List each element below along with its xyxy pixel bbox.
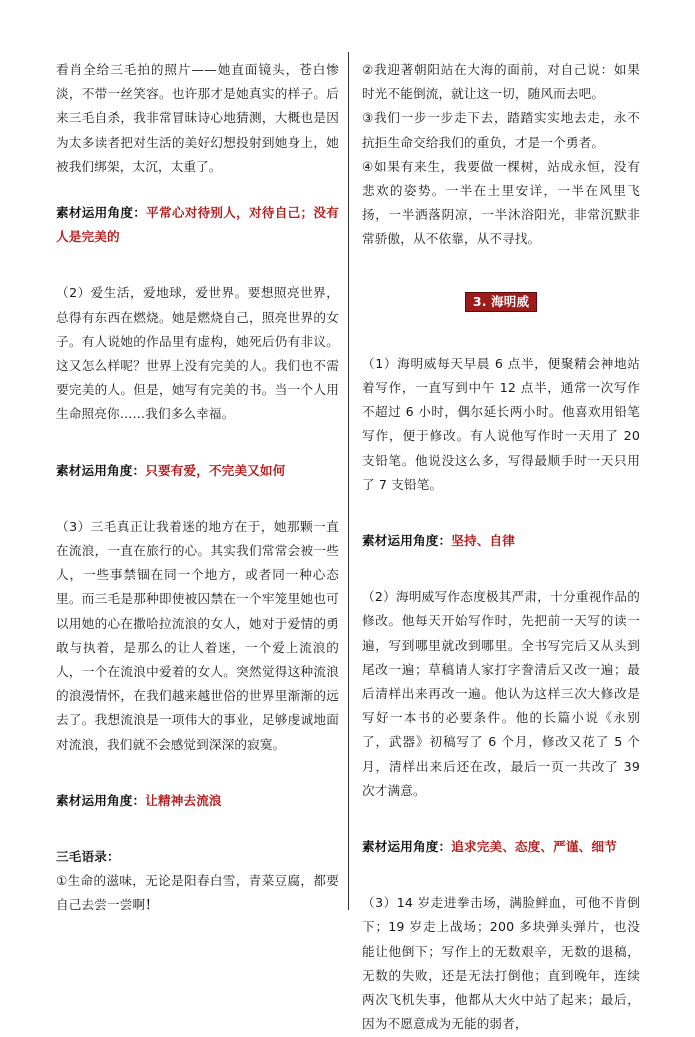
material-angle-1 <box>56 201 339 249</box>
material-angle-theme: 让精神去流浪 <box>145 792 222 808</box>
material-angle-theme: 平常心对待别人，对待自己；没有人是完美的 <box>56 205 339 245</box>
hemingway-paragraph-1: （1）海明威每天早晨 6 点半，便聚精会神地站着写作，一直写到中午 12 点半，通常一次写作不超过 6 小时，偶尔延长两小时。他喜欢用铅笔写作，便于修改。有人说他写作时一天用了 20 支铅笔。他说没这么多，写得最顺手时一天只用了 7 支铅笔。 <box>362 355 640 492</box>
material-angle-theme: 追求完美、态度、严谨、细节 <box>451 839 617 855</box>
quote-exclamation: ！ <box>145 897 158 913</box>
material-angle-4 <box>362 529 640 553</box>
right-column <box>362 58 640 1032</box>
sanmao-quote-4: ④如果有来生，我要做一棵树，站成永恒，没有悲欢的姿势。一半在土里安详，一半在风里飞扬，一半洒落阴凉，一半沐浴阳光，非常沉默非常骄傲，从不依靠，从不寻找。 <box>362 158 640 247</box>
material-angle-label: 素材运用角度： <box>362 839 452 855</box>
section-badge: 3. 海明威 <box>465 292 537 312</box>
sanmao-paragraph-2: （2）爱生活，爱地球，爱世界。要想照亮世界，总得有东西在燃烧。她是燃烧自己，照亮世界的女子。有人说她的作品里有虚构，她死后仍有非议。这又怎么样呢？世界上没有完美的人。我们也不需要完美的人。但是，她写有完美的书。当一个人用生命照亮你……我们多么幸福。 <box>56 285 339 422</box>
sanmao-paragraph-3: （3）三毛真正让我着迷的地方在于，她那颗一直在流浪，一直在旅行的心。其实我们常常会被一些人，一些事禁锢在同一个地方，或者同一种心态里。而三毛是那种即使被囚禁在一个牢笼里她也可以用她的心在撒哈拉流浪的女人，她对于爱情的勇敢与执着，是那么的让人着迷，一个爱上流浪的人，一个在流浪中爱着的女人。突然觉得这种流浪的浪漫情怀，在我们越来越世俗的世界里渐渐的远去了。我想流浪是一项伟大的事业，足够虔诚地面对流浪，我们就不会感觉到深深的寂寞。 <box>56 518 339 752</box>
material-angle-theme: 坚持、自律 <box>451 533 515 549</box>
material-angle-5 <box>362 835 640 859</box>
hemingway-paragraph-3: （3）14 岁走进拳击场，满脸鲜血，可他不肯倒下；19 岁走上战场；200 多块弹头弹片，也没能让他倒下；写作上的无数艰辛，无数的退稿，无数的失败，还是无法打倒他；直到晚年，连续两次飞机失事，他都从大火中站了起来；最后，因为不愿意成为无能的弱者， <box>362 895 640 1032</box>
material-angle-label: 素材运用角度： <box>362 533 452 549</box>
sanmao-photo-paragraph: 看肖全给三毛拍的照片——她直面镜头，苍白惨淡，不带一丝笑容。也许那才是她真实的样子。后来三毛自杀，我非常冒昧诗心地猜测，大概也是因为太多读者把对生活的美好幻想投射到她身上，她被我们绑架，太沉，太重了。 <box>56 62 339 174</box>
quote-text: ①生命的滋味，无论是阳春白雪，青菜豆腐，都要自己去尝一尝啊 <box>56 873 339 913</box>
material-angle-2 <box>56 459 339 483</box>
sanmao-quote-1 <box>56 869 339 917</box>
material-angle-label: 素材运用角度： <box>56 205 147 221</box>
sanmao-quote-2: ②我迎著朝阳站在大海的面前，对自己说：如果时光不能倒流，就让这一切，随风而去吧。 <box>362 62 640 102</box>
material-angle-label: 素材运用角度： <box>56 792 146 808</box>
material-angle-label: 素材运用角度： <box>56 462 146 478</box>
left-column <box>56 58 339 913</box>
sanmao-quote-3: ③我们一步一步走下去，踏踏实实地去走，永不抗拒生命交给我们的重负，才是一个勇者。 <box>362 110 640 150</box>
sanmao-quotes-title: 三毛语录： <box>56 849 120 865</box>
section-heading-hemingway <box>362 290 640 314</box>
hemingway-paragraph-2: （2）海明威写作态度极其严肃，十分重视作品的修改。他每天开始写作时，先把前一天写的读一遍，写到哪里就改到哪里。全书写完后又从头到尾改一遍；草稿请人家打字誊清后又改一遍；最后清样出来再改一遍。他认为这样三次大修改是写好一本书的必要条件。他的长篇小说《永别了，武器》初稿写了 6 个月，修改又花了 5 个月，清样出来后还在改，最后一页一共改了 39 次才满意。 <box>362 589 640 798</box>
material-angle-theme: 只要有爱，不完美又如何 <box>145 462 286 478</box>
material-angle-3 <box>56 789 339 813</box>
column-divider <box>348 52 349 910</box>
